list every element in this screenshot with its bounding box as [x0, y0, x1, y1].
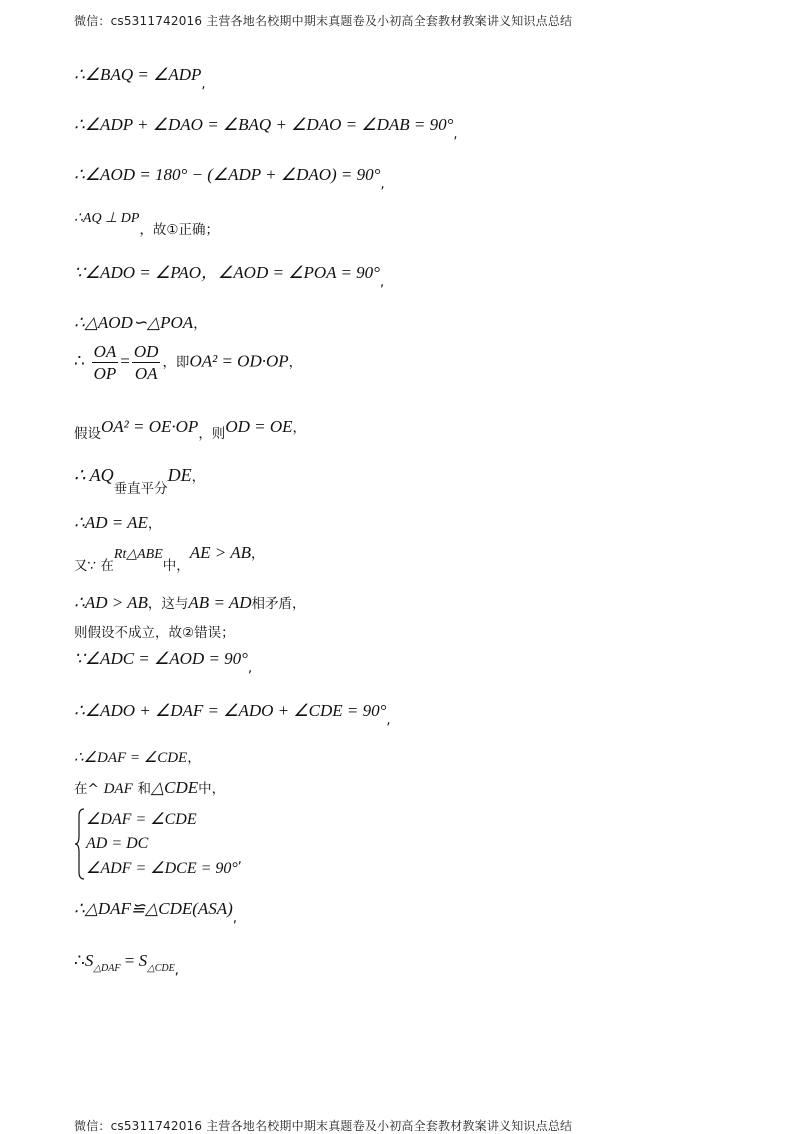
fraction-od-oa: [132, 343, 161, 382]
area-symbol: S: [138, 951, 148, 970]
area-symbol: S: [84, 951, 94, 970]
math-expression: ∴△DAF≌△CDE(ASA): [74, 899, 233, 918]
system-row-3-wrap: [86, 852, 242, 880]
connective-text: ，则: [198, 426, 226, 442]
step-line-2: [74, 115, 458, 142]
step-line-12: [74, 594, 306, 612]
numerator: OA: [93, 342, 117, 361]
step-line-4: [74, 211, 220, 238]
math-expression: △CDE: [151, 778, 199, 797]
math-expression: DAF: [103, 781, 133, 797]
math-expression: ∴△AOD∽△POA: [74, 313, 194, 332]
comma: ，: [193, 316, 207, 332]
math-expression: ∵∠ADC = ∠AOD = 90°: [74, 649, 248, 668]
comma: ，: [147, 516, 162, 532]
connective-text: 又∵ 在: [74, 558, 114, 574]
comma: ，: [191, 469, 206, 485]
connective-text: 和: [137, 781, 152, 797]
comma: ,: [379, 275, 385, 290]
connective-text: ，即: [162, 354, 190, 371]
math-expression: ∴∠ADP + ∠DAO = ∠BAQ + ∠DAO = ∠DAB = 90°: [74, 115, 454, 134]
comma: ,: [247, 661, 253, 676]
step-line-17: [74, 779, 225, 797]
page-header: 微信：cs5311742016 主营各地名校期中期末真题卷及小初高全套教材教案讲义知识点总结: [74, 14, 573, 28]
equals-sign: =: [120, 351, 130, 371]
contradiction-text: 相矛盾，: [251, 596, 306, 612]
math-expression: ∴ AQ: [74, 465, 114, 485]
math-expression: AB = AD: [188, 593, 252, 612]
math-expression: AE > AB: [189, 543, 251, 562]
denominator: OP: [93, 364, 117, 383]
comma: ，: [288, 354, 303, 371]
denominator: OA: [134, 364, 158, 383]
therefore-symbol: ∴: [74, 951, 85, 970]
step-line-9: [74, 465, 206, 497]
assumption-text: 假设: [74, 426, 101, 442]
connective-text: 中，: [162, 558, 190, 574]
comma: ,: [201, 77, 206, 92]
system-row-2: AD = DC: [86, 835, 149, 852]
math-expression: OA² = OE·OP: [101, 417, 199, 436]
math-expression: ∴AQ ⊥ DP: [74, 211, 140, 226]
area-subscript: △CDE: [147, 963, 175, 974]
step-line-13: [74, 625, 235, 641]
left-brace-icon: [74, 808, 86, 880]
comma: ,: [174, 963, 179, 978]
step-line-8: [74, 417, 306, 442]
numerator: OD: [133, 342, 159, 361]
step-line-16: [74, 750, 201, 766]
comma: ，: [292, 420, 306, 436]
step-line-14: [74, 649, 253, 676]
step-line-19: [74, 951, 179, 978]
perpendicular-bisector-text: 垂直平分: [113, 481, 168, 497]
conclusion-text: ，故①正确；: [139, 222, 220, 238]
equals-sign: =: [120, 951, 139, 970]
system-rows: [86, 808, 242, 880]
math-expression: ∴∠DAF = ∠CDE: [74, 750, 188, 766]
math-expression: ∴AD = AE: [74, 513, 148, 532]
math-expression: OD = OE: [225, 417, 293, 436]
math-expression: Rt△ABE: [113, 547, 163, 562]
area-subscript: △DAF: [93, 963, 121, 974]
math-expression: ∴∠AOD = 180° − (∠ADP + ∠DAO) = 90°: [74, 165, 381, 184]
comma: ,: [380, 177, 385, 192]
step-line-1: [74, 65, 206, 92]
comma: ,: [237, 852, 242, 867]
connective-text: 中，: [198, 781, 226, 797]
system-row-3: ∠ADF = ∠DCE = 90°: [86, 860, 238, 877]
system-row-1: ∠DAF = ∠CDE: [86, 811, 197, 828]
connective-text: 在^: [74, 781, 99, 797]
math-expression: ∴∠BAQ = ∠ADP: [74, 65, 202, 84]
step-line-10: [74, 514, 161, 532]
comma: ，: [187, 750, 201, 766]
step-line-3: [74, 165, 385, 192]
page-footer: 微信：cs5311742016 主营各地名校期中期末真题卷及小初高全套教材教案讲义知识点总结: [74, 1119, 573, 1133]
step-line-11: [74, 543, 265, 574]
comma: ,: [232, 911, 237, 926]
step-line-6: [74, 314, 207, 332]
math-expression: ∴AD > AB: [74, 593, 148, 612]
therefore-symbol: ∴: [74, 351, 85, 371]
math-expression: DE: [167, 465, 192, 485]
step-line-5: [74, 263, 385, 290]
comma: ,: [453, 127, 458, 142]
fraction-oa-op: [92, 343, 119, 382]
math-expression: ∵∠ADO = ∠PAO，∠AOD = ∠POA = 90°: [74, 263, 380, 282]
comma: ，: [250, 546, 265, 562]
math-expression: ∴∠ADO + ∠DAF = ∠ADO + ∠CDE = 90°: [74, 701, 387, 720]
conclusion-text: 则假设不成立，故②错误；: [74, 625, 235, 641]
math-expression: OA² = OD·OP: [189, 351, 289, 371]
comma: ,: [386, 713, 391, 728]
connective-text: ，这与: [147, 596, 189, 612]
step-line-7: [74, 343, 302, 382]
step-line-15: [74, 701, 391, 728]
step-line-18: [74, 899, 237, 926]
